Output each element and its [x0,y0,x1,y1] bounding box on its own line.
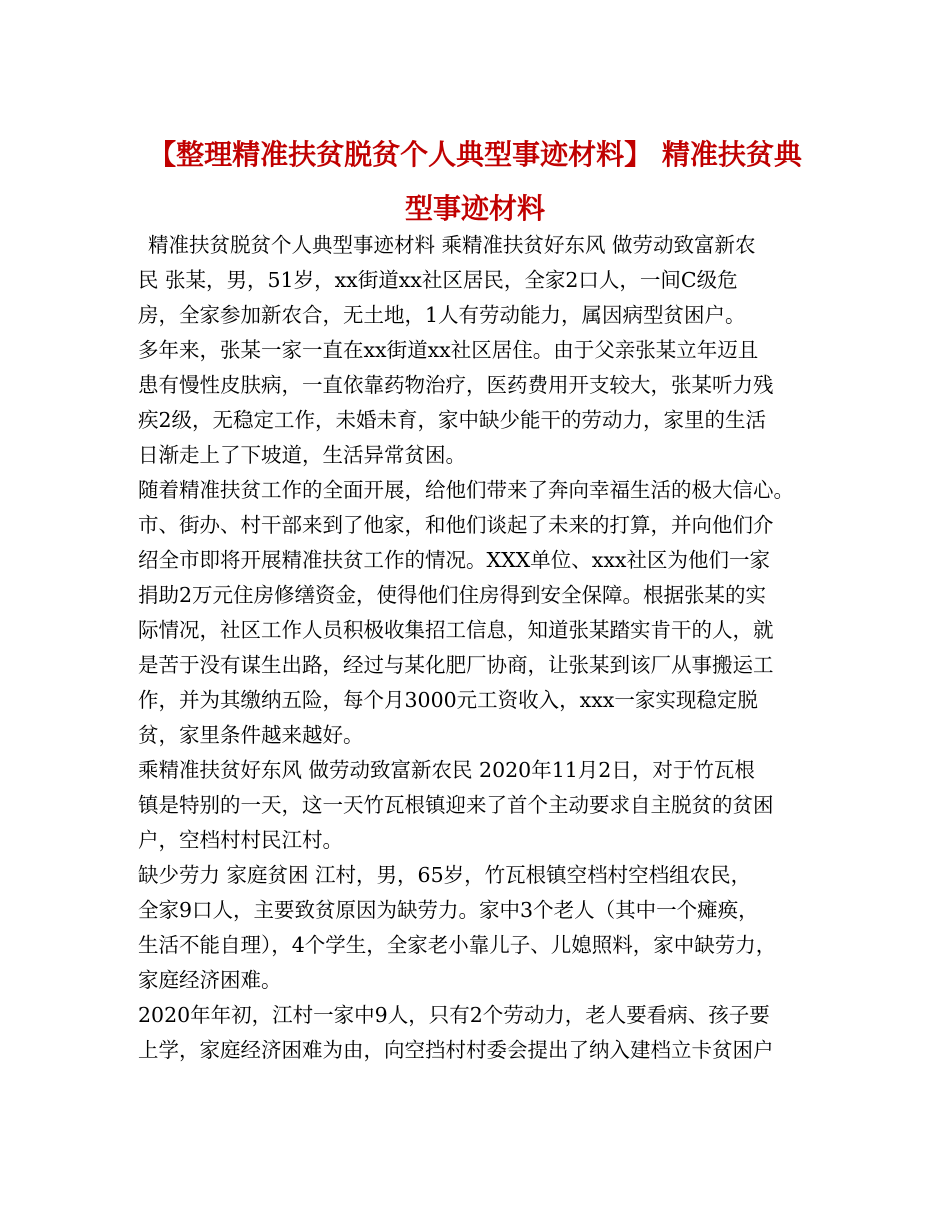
title-line-1: 【整理精准扶贫脱贫个人典型事迹材料】 精准扶贫典 [148,138,802,171]
body-line: 乘精准扶贫好东风 做劳动致富新农民 2020年11月2日，对于竹瓦根 [138,758,755,782]
body-line: 房，全家参加新农合，无土地，1人有劳动能力，属因病型贫困户。 [138,303,746,327]
body-line: 镇是特别的一天，这一天竹瓦根镇迎来了首个主动要求自主脱贫的贫困 [138,793,774,817]
document-title [90,128,860,236]
body-line: 精准扶贫脱贫个人典型事迹材料 乘精准扶贫好东风 做劳动致富新农 [148,233,756,257]
body-line: 贫，家里条件越来越好。 [138,723,364,747]
body-line: 户，空档村村民江村。 [138,828,343,852]
body-line: 是苦于没有谋生出路，经过与某化肥厂协商，让张某到该厂从事搬运工 [138,653,774,677]
body-line: 日渐走上了下坡道，生活异常贫困。 [138,443,466,467]
body-line: 生活不能自理），4个学生，全家老小靠儿子、儿媳照料，家中缺劳力， [138,933,777,957]
body-line: 随着精准扶贫工作的全面开展，给他们带来了奔向幸福生活的极大信心。 [138,478,794,502]
body-line: 多年来，张某一家一直在xx街道xx社区居住。由于父亲张某立年迈且 [138,338,759,362]
body-line: 家庭经济困难。 [138,968,282,992]
body-line: 疾2级，无稳定工作，未婚未育，家中缺少能干的劳动力，家里的生活 [138,408,767,432]
title-line-2: 型事迹材料 [404,192,545,225]
body-line: 作，并为其缴纳五险，每个月3000元工资收入，xxx一家实现稳定脱 [138,688,758,712]
body-line: 上学，家庭经济困难为由，向空挡村村委会提出了纳入建档立卡贫困户 [138,1038,774,1062]
body-line: 市、街办、村干部来到了他家，和他们谈起了未来的打算，并向他们介 [138,513,774,537]
body-line: 际情况，社区工作人员积极收集招工信息，知道张某踏实肯干的人，就 [138,618,774,642]
body-line: 捐助2万元住房修缮资金，使得他们住房得到安全保障。根据张某的实 [138,583,767,607]
body-line: 缺少劳力 家庭贫困 江村，男，65岁，竹瓦根镇空档村空档组农民， [138,863,752,887]
body-line: 绍全市即将开展精准扶贫工作的情况。XXX单位、xxx社区为他们一家 [138,548,770,572]
body-line: 全家9口人，主要致贫原因为缺劳力。家中3个老人（其中一个瘫痪， [138,898,759,922]
body-line: 2020年年初，江村一家中9人，只有2个劳动力，老人要看病、孩子要 [138,1003,770,1027]
body-line: 患有慢性皮肤病，一直依靠药物治疗，医药费用开支较大，张某听力残 [138,373,774,397]
body-line: 民 张某，男，51岁，xx街道xx社区居民，全家2口人，一间C级危 [138,268,738,292]
